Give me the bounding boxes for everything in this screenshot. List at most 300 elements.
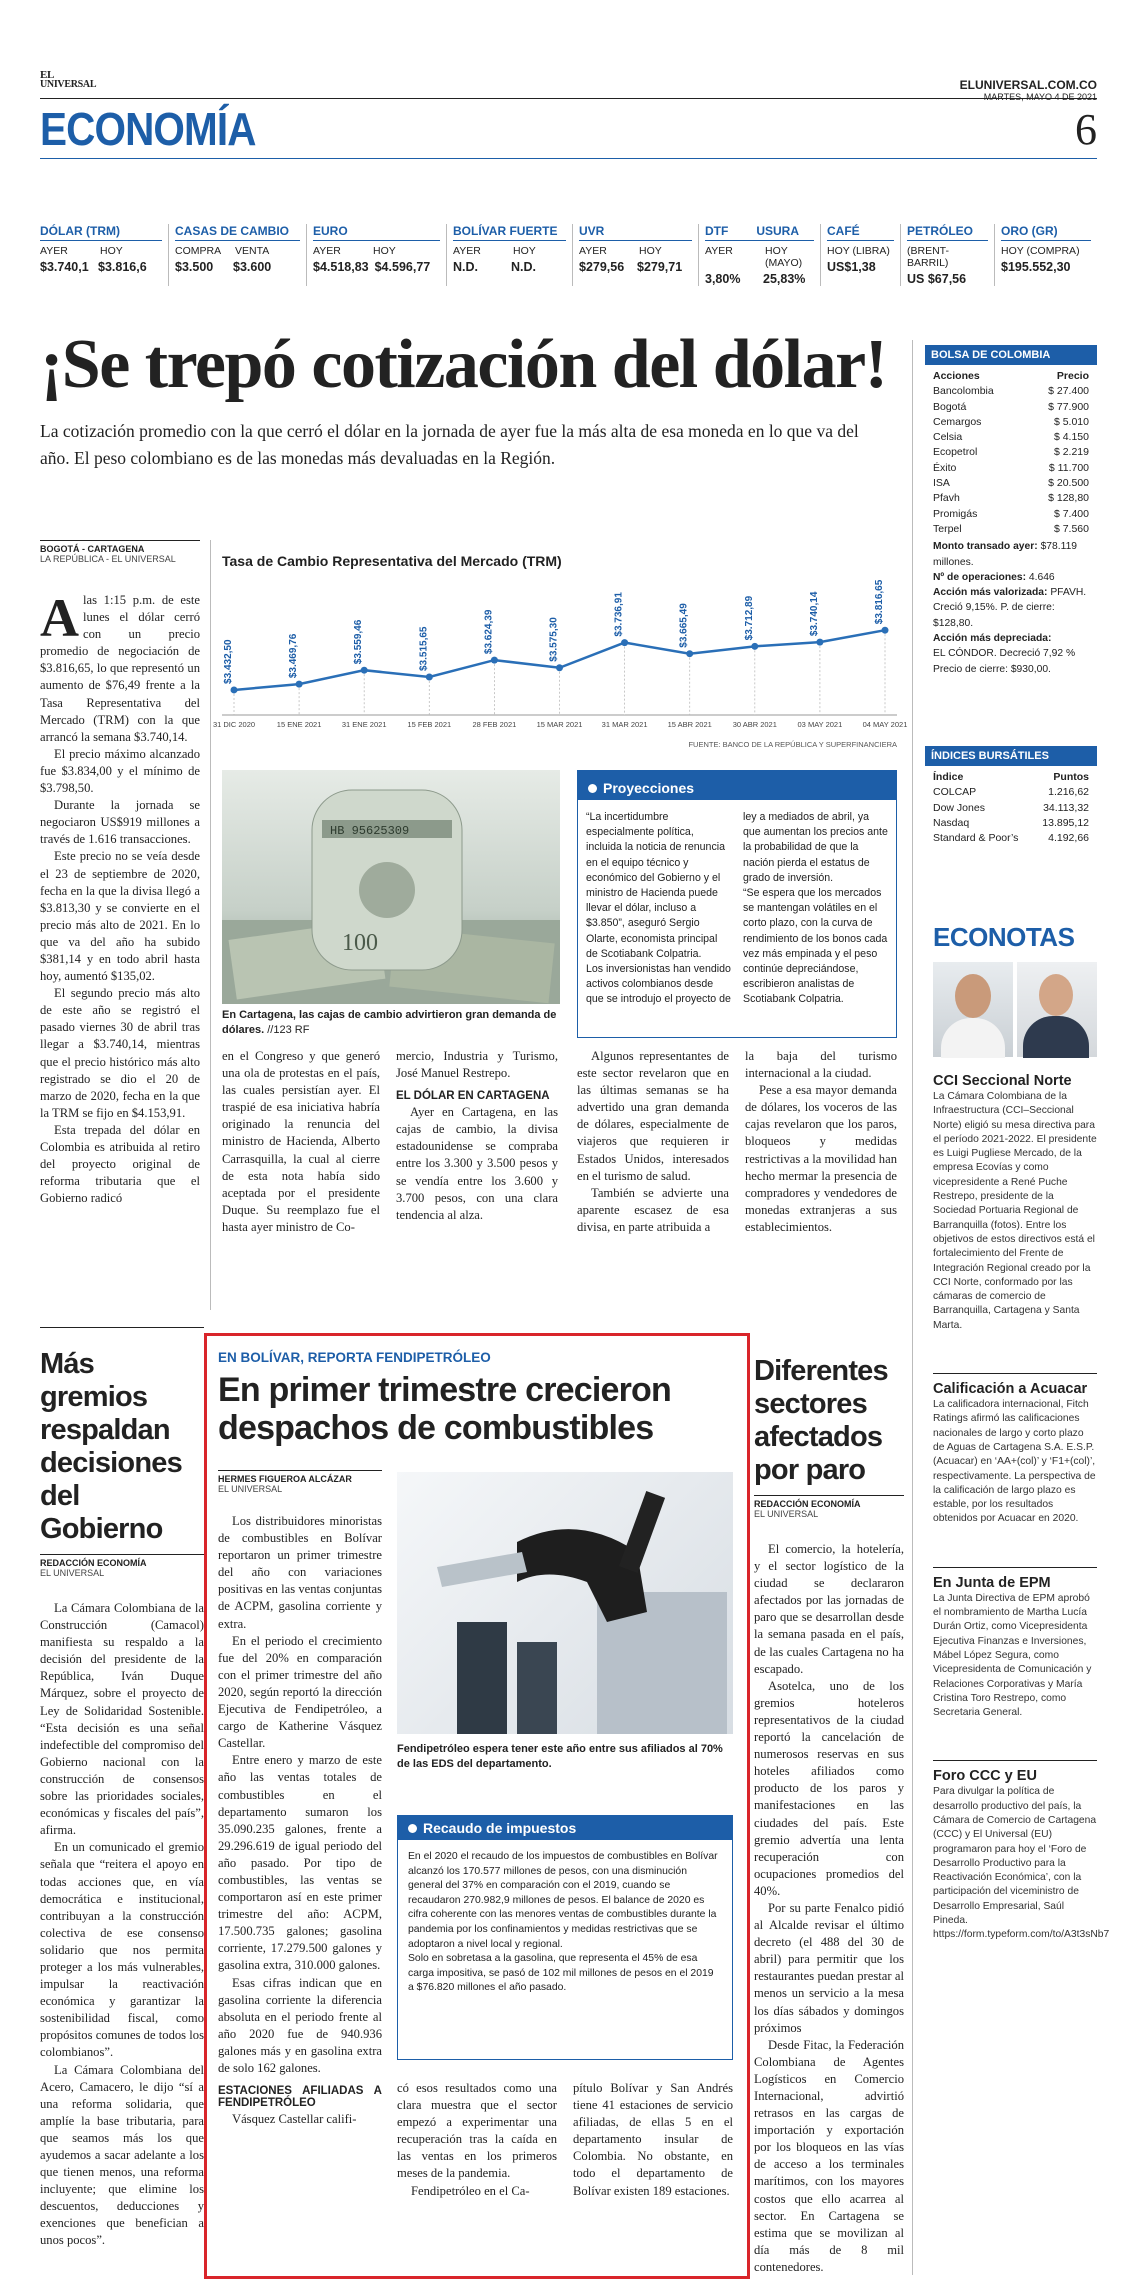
stock-name: ISA: [933, 477, 950, 490]
ticker-label: EURO: [313, 224, 348, 238]
recaudo-title: Recaudo de impuestos: [423, 1820, 577, 1836]
ticker-values: [40, 260, 162, 274]
stock-value: $ 4.150: [1053, 431, 1089, 444]
data-point: [296, 681, 303, 688]
x-tick-label: 31 DIC 2020: [212, 720, 256, 729]
person-photo-1: [933, 962, 1013, 1057]
ticker-sublabels: [40, 245, 162, 257]
indices-table-header: [933, 770, 1089, 785]
bolsa-title: BOLSA DE COLOMBIA: [925, 345, 1097, 365]
x-tick-label: 30 ABR 2021: [732, 720, 777, 729]
ticker-value: $4.596,77: [374, 260, 431, 274]
main-text-1d: Este precio no se veía desde el 23 de septiembre de 2020, fecha en la que la divisa llegó a $3.813,30 y se convierte en el precio más alto de 2021. En lo que va del año ha subido $381,14 y en todo abril hasta hoy, aumentó $135,02.: [40, 849, 200, 984]
recaudo-body: [398, 1840, 732, 2006]
econota-rule: [933, 1373, 1097, 1374]
monto-value: $78.119 millones.: [933, 541, 1078, 568]
index-value: 4.192,66: [1048, 832, 1089, 845]
combustibles-p4: Esas cifras indican que en gasolina corriente la diferencia absoluta en el periodo frente al año 2020 fue de 940.936 galones más y en gasolina extra de solo 162 galones.: [218, 1975, 382, 2075]
ticker-sublabel: HOY: [639, 245, 662, 257]
ticker-sublabel: AYER: [40, 245, 68, 257]
section-title: ECONOMÍA: [40, 103, 256, 155]
data-label: $3.624,39: [483, 609, 495, 655]
data-point: [426, 674, 433, 681]
combustibles-p5: Vásquez Castellar califi-: [232, 2112, 357, 2127]
stock-row: [933, 430, 1089, 445]
stock-name: Bancolombia: [933, 385, 994, 398]
econota-title: CCI Seccional Norte: [933, 1073, 1072, 1089]
dropcap: A: [40, 588, 79, 648]
ticker-sublabels: [453, 245, 566, 257]
ticker-name: [827, 224, 894, 241]
x-tick-label: 31 ENE 2021: [341, 720, 387, 729]
main-col-2: [222, 1048, 380, 1236]
ticker-name: [313, 224, 440, 241]
stock-row: [933, 507, 1089, 522]
ops-value: 4.646: [1026, 571, 1055, 583]
svg-text:HB 95625309: HB 95625309: [330, 824, 410, 838]
econota-title: Calificación a Acuacar: [933, 1381, 1088, 1398]
market-ticker: [40, 224, 1097, 286]
stock-name: Éxito: [933, 461, 957, 474]
paro-p1: El comercio, la hotelería, y el sector logístico de la ciudad se declararon afectados por las jornadas de paro que se desarrollan desde la semana pasada en el país, de las cuales Cartagena no ha escapado.: [754, 1542, 904, 1676]
main-text-4b: También se advierte una aparente escasez de esa divisa, en parte atribuida a: [577, 1185, 729, 1234]
main-headline: ¡Se trepó cotización del dólar!: [40, 326, 887, 403]
projections-body: [578, 800, 896, 1018]
x-tick-label: 15 ENE 2021: [276, 720, 322, 729]
econota-body: La calificadora internacional, Fitch Ratings afirmó las calificaciones nacionales de largo y corto plazo de Aguas de Cartagena S.A. E.S.P. (Acuacar) en ‘AA+(col)’ y ‘F1+(col)’, respectivamente. La perspectiva de la calificación de largo plazo es estable, por los resultados obtenidos por Acuacar en 2020.: [933, 1399, 1096, 1525]
indices-col-a: Índice: [933, 771, 964, 783]
sidebar-divider: [912, 340, 913, 2275]
data-point: [556, 664, 563, 671]
indices-col-b: Puntos: [1053, 771, 1089, 783]
site-url[interactable]: ELUNIVERSAL.COM.CO: [959, 78, 1097, 92]
x-tick-label: 15 MAR 2021: [536, 720, 583, 729]
trm-line-chart: [212, 575, 908, 745]
newspaper-logo: [40, 69, 97, 90]
gremios-p2: En un comunicado el gremio señala que “reitera el apoyo en todas acciones que, en vía democrática e institucional, contribuyan a la construcción colectiva de ese consenso solidario que nos permita proteger a los más vulnerables, impulsar la reactivación económica y garantizar la sostenibilidad fiscal, como propósitos comunes de todos los colombianos”.: [40, 1840, 204, 2060]
ticker-sublabel: HOY: [100, 245, 123, 257]
projections-box: [577, 770, 897, 1038]
econota: [933, 1072, 1097, 1333]
data-point: [621, 639, 628, 646]
stock-row: [933, 491, 1089, 506]
ticker-item: [820, 224, 900, 286]
ticker-label: ORO (GR): [1001, 224, 1058, 238]
stock-name: Cemargos: [933, 415, 982, 428]
ticker-label: DÓLAR (TRM): [40, 224, 120, 238]
ticker-sublabels: [313, 245, 440, 257]
gremios-byline: REDACCIÓN ECONOMÍA: [40, 1558, 147, 1568]
projections-left: [586, 810, 731, 1008]
ticker-item: [168, 224, 306, 286]
ticker-item: [994, 224, 1097, 286]
bolsa-table: [925, 365, 1097, 537]
main-text-1e: El segundo precio más alto de este año se registró el pasado viernes 30 de abril tras llegar a $3.740,14, mientras que el precio histórico más alto registrado se dio el 20 de marzo de 2020, fecha en la que la TRM se fijo en $4.153,91.: [40, 986, 200, 1120]
data-label: $3.736,91: [613, 592, 625, 637]
ticker-sublabels: [579, 245, 692, 257]
ticker-values: [313, 260, 440, 274]
recaudo-p1: En el 2020 el recaudo de los impuestos de combustibles en Bolívar alcanzó los 170.577 millones de pesos, con una disminución general del 37% en comparación con el 2019, cuando se recaudaron 270.982,9 millones de pesos. El balance de 2020 es cifra coherente con las menores ventas de combustibles durante la pandemia por los confinamientos y medidas restrictivas que se adoptaron a nivel local y regional.: [408, 1851, 718, 1950]
projections-right-p1: ley a mediados de abril, ya que aumentan los precios ante la probabilidad de que la nación pierda el estatus de grado de inversión.: [743, 811, 888, 884]
data-point: [686, 650, 693, 657]
combustibles-subhead: ESTACIONES AFILIADAS A FENDIPETRÓLEO: [218, 2085, 382, 2110]
indices-bursatiles: [925, 746, 1097, 850]
ticker-item: [698, 224, 820, 286]
combustibles-header: [218, 1350, 738, 1447]
header-rule: [40, 98, 1097, 99]
ticker-values: [453, 260, 566, 274]
data-label: $3.559,46: [353, 619, 365, 665]
econota-body: La Cámara Colombiana de la Infraestructura (CCI–Seccional Norte) eligió su mesa directiva para el período 2021-2022. El presidente es Luigi Pugliese Mercado, de la empresa Ecovías y como vicepresidente a René Puche Restrepo, presidente de la Sociedad Portuaria Regional de Barranquilla (fotos). Entre los objetivos de estos directivos está el fortalecimiento del Frente de Integración Regional creado por la CCI Norte, conformado por las cámaras de comercio de Barranquilla, Cartagena y Santa Marta.: [933, 1091, 1097, 1331]
ticker-item: [306, 224, 446, 286]
main-byline-source: LA REPÚBLICA - EL UNIVERSAL: [40, 554, 176, 564]
combustibles-p1: Los distribuidores minoristas de combustibles en Bolívar reportaron un primer trimestre del año con variaciones positivas en las ventas conjuntas de ACPM, gasolina corriente y extra.: [218, 1514, 382, 1631]
page-number: 6: [1075, 105, 1097, 154]
gremios-p3: La Cámara Colombiana del Acero, Camacero, le dijo “sí a una reforma solidaria, que amplíe la base tributaria, para que seamos más los que ayudemos a sacar adelante a los que tienen menos, una reforma incluyente; que elimine los descuentos, deducciones y exenciones que benefician a unos pocos”.: [40, 2062, 204, 2248]
index-row: [933, 785, 1089, 800]
ticker-sublabel: (BRENT-BARRIL): [907, 245, 949, 269]
data-point: [491, 657, 498, 664]
paro-article: [754, 1333, 904, 2276]
ticker-sublabel: COMPRA: [175, 245, 222, 257]
stock-value: $ 7.400: [1053, 507, 1089, 520]
bolsa-table-header: [933, 369, 1089, 384]
data-point: [231, 686, 238, 693]
x-tick-label: 03 MAY 2021: [797, 720, 843, 729]
ticker-sublabel: AYER: [453, 245, 481, 257]
paro-title: Diferentes sectores afectados por paro: [754, 1355, 888, 1486]
econotas-title: ECONOTAS: [933, 922, 1075, 952]
paro-byline: REDACCIÓN ECONOMÍA: [754, 1499, 861, 1509]
econota: [933, 1373, 1097, 1527]
dep-detail: Precio de cierre: $930,00.: [933, 663, 1051, 675]
bolsa-col-a: Acciones: [933, 370, 980, 382]
stock-name: Terpel: [933, 522, 962, 535]
logo-line1: EL: [40, 69, 55, 81]
combustibles-col-2: [397, 2080, 557, 2200]
data-label: $3.816,65: [874, 579, 885, 625]
dollar-photo: [222, 770, 560, 1004]
ticker-sublabel: HOY: [513, 245, 536, 257]
ticker-label: PETRÓLEO: [907, 224, 974, 238]
ticker-value: $3.816,6: [98, 260, 147, 274]
main-text-5: la baja del turismo internacional a la ciudad.: [745, 1049, 897, 1081]
bolsa-de-colombia: [925, 345, 1097, 679]
ticker-label: CAFÉ: [827, 224, 860, 238]
bullet-icon: [408, 1824, 417, 1833]
indices-table: [925, 766, 1097, 850]
main-text-5b: Pese a esa mayor demanda de dólares, los voceros de las cajas revelaron que los paros, bloqueos y medidas restrictivas a la movilidad han hecho mermar la presencia de compradores y vendedores de monedas extranjeras a sus establecimientos.: [745, 1083, 897, 1234]
econotas-list: [933, 1072, 1110, 1943]
main-col-5: [745, 1048, 897, 1236]
main-text-2: en el Congreso y que generó una ola de protestas en el país, las cuales persistían ayer. El traspié de esa iniciativa habría originado la renuncia del ministro de Hacienda, Alberto Carrasquilla, la cual al cierre de esta nota había sido aceptada por el presidente Duque. Su reemplazo fue el hasta ayer ministro de Co-: [222, 1049, 380, 1234]
stock-name: Promigás: [933, 507, 978, 520]
stock-row: [933, 476, 1089, 491]
stock-row: [933, 384, 1089, 399]
ticker-value: US$1,38: [827, 260, 876, 274]
ticker-item: [900, 224, 994, 286]
stock-name: Bogotá: [933, 400, 967, 413]
fuel-nozzle-illustration: [397, 1472, 733, 1734]
x-tick-label: 15 ABR 2021: [667, 720, 712, 729]
gremios-article: [40, 1327, 204, 2250]
index-value: 1.216,62: [1048, 786, 1089, 799]
main-text-3b: Ayer en Cartagena, en las cajas de cambio, la divisa estadounidense se compraba entre los 3.300 y 3.500 pesos y se vendía entre los 3.600 y 3.700 pesos, con una clara tendencia al alza.: [396, 1105, 558, 1222]
main-col-3: [396, 1048, 558, 1224]
ops-label: Nº de operaciones:: [933, 571, 1027, 583]
ticker-name: [907, 224, 988, 241]
main-deck: La cotización promedio con la que cerró el dólar en la jornada de ayer fue la más alta de esa moneda en lo que va del año. El peso colombiano es de las monedas más devaluadas en la Región.: [40, 421, 859, 468]
val-label: Acción más valorizada:: [933, 587, 1048, 599]
combustibles-col-1: [218, 1513, 382, 2128]
stock-value: $ 128,80: [1048, 492, 1089, 505]
index-value: 34.113,32: [1043, 801, 1089, 814]
ticker-sublabels: [907, 245, 988, 269]
dep-value: EL CÓNDOR. Decreció 7,92 %: [933, 648, 1076, 660]
projections-left-p1: “La incertidumbre especialmente política, incluida la noticia de renuncia en el equipo técnico y económico del Gobierno y el ministro de Hacienda puede llevar el dólar, incluso a $3.850”, aseguró Sergio Olarte, economista principal de Scotiabank Colpatria.: [586, 811, 725, 960]
ticker-sublabels: [705, 245, 814, 269]
issue-date: MARTES, MAYO 4 DE 2021: [983, 92, 1097, 102]
photo-credit: //123 RF: [264, 1024, 310, 1036]
projections-header: [578, 776, 896, 800]
ticker-name: [453, 224, 566, 241]
ticker-label: CASAS DE CAMBIO: [175, 224, 290, 238]
chart-title: Tasa de Cambio Representativa del Mercado (TRM): [222, 553, 562, 569]
indices-title: ÍNDICES BURSÁTILES: [925, 746, 1097, 766]
dollar-bills-illustration: [222, 770, 560, 1004]
ticker-item: [572, 224, 698, 286]
main-col-4: [577, 1048, 729, 1236]
stock-value: $ 11.700: [1048, 461, 1089, 474]
ticker-value: $4.518,83: [313, 260, 369, 274]
combustibles-b2: Fendipetróleo en el Ca-: [411, 2183, 530, 2198]
ticker-values: [1001, 260, 1091, 274]
ticker-values: [907, 272, 988, 286]
main-byline: BOGOTÁ - CARTAGENA: [40, 544, 145, 554]
ticker-name: [175, 224, 300, 241]
x-tick-label: 31 MAR 2021: [601, 720, 648, 729]
ticker-value: 25,83%: [763, 272, 806, 286]
index-row: [933, 816, 1089, 831]
data-label: $3.469,76: [288, 633, 300, 679]
gremios-p1: La Cámara Colombiana de la Construcción (Camacol) manifiesta su respaldo a la decisión del presidente de la República, Iván Duque Márquez, sobre el proyecto de Ley de Solidaridad Sostenible. “Esta decisión es una señal indefectible del compromiso del Gobierno nacional con la construcción de consensos sobre las prioridades sociales, económicas y fiscales del país”, afirma.: [40, 1601, 204, 1838]
combustibles-byline: HERMES FIGUEROA ALCÁZAR: [218, 1474, 352, 1484]
data-label: $3.740,14: [808, 591, 820, 637]
stock-row: [933, 461, 1089, 476]
combustibles-byline-source: EL UNIVERSAL: [218, 1484, 283, 1494]
ticker-value: N.D.: [511, 260, 536, 274]
paro-p4: Desde Fitac, la Federación Colombiana de Agentes Logísticos en Comercio Internacional, advirtió retrasos en las cargas de importación y exportación por los bloqueos en las vías de acceso a los terminales marítimos, con los mayores costos que ello acarrea al sector. En Cartagena se estima que se movilizan al día más de 8 mil contenedores.: [754, 2037, 904, 2274]
stock-value: $ 2.219: [1053, 446, 1089, 459]
ticker-value: $279,71: [637, 260, 683, 274]
ticker-label: DTF: [705, 224, 729, 238]
econota-body: La Junta Directiva de EPM aprobó el nombramiento de Martha Lucía Durán Ortiz, como Vicepresidenta Ejecutiva Finanzas e Inversiones, Mábel López Segura, como Vicepresidenta de Comunicación y Relaciones Corporativas y María Cristina Toro Restrepo, como Secretaria General.: [933, 1592, 1092, 1719]
ticker-sublabel: AYER: [313, 245, 341, 257]
projections-right-p2: “Se espera que los mercados se mantengan volátiles en el corto plazo, con la curva de rendimiento de los bonos cada vez más empinada y el peso continúe depreciándose, escribieron analistas de Scotiabank Colpatria.: [743, 887, 888, 1006]
ticker-sublabels: [175, 245, 300, 257]
econota: [933, 1760, 1110, 1942]
combustibles-p3: Entre enero y marzo de este año las ventas totales de combustibles en el departamento sumaron los 35.090.235 galones, frente a 29.296.619 de igual periodo del año pasado. Por tipo de combustibles, las ventas se comportaron así en este primer trimestre del año: ACPM, 17.500.735 galones; gasolina corriente, 17.279.500 galones y gasolina extra, 310.000 galones.: [218, 1753, 382, 1973]
bullet-icon: [588, 784, 597, 793]
ticker-value: $3.500: [175, 260, 214, 274]
ticker-sublabel: HOY (MAYO): [765, 245, 803, 269]
section-rule: [40, 158, 1097, 159]
index-name: Dow Jones: [933, 801, 985, 814]
chart-source: FUENTE: BANCO DE LA REPÚBLICA Y SUPERFINANCIERA: [688, 740, 897, 749]
ticker-name: [40, 224, 162, 241]
index-name: Standard & Poor’s: [933, 832, 1019, 845]
ticker-sublabel: HOY: [373, 245, 396, 257]
paro-p2: Asotelca, uno de los gremios hoteleros representativos de la ciudad reportó la cancelación de numerosos reservas en sus hoteles afiliados como producto de los paros y manifestaciones en las ciudades del país. Este gremio advertía una lenta recuperación con ocupaciones promedios del 40%.: [754, 1678, 904, 1898]
data-point: [751, 643, 758, 650]
ticker-value: $195.552,30: [1001, 260, 1071, 274]
combustibles-title: En primer trimestre crecieron despachos de combustibles: [218, 1371, 671, 1447]
data-label: $3.432,50: [223, 639, 234, 684]
main-subhead: EL DÓLAR EN CARTAGENA: [396, 1090, 550, 1103]
projections-title: Proyecciones: [603, 780, 695, 796]
ticker-values: [579, 260, 692, 274]
econota-rule: [933, 1567, 1097, 1568]
stock-row: [933, 400, 1089, 415]
x-tick-label: 15 FEB 2021: [407, 720, 452, 729]
ticker-sublabel: VENTA: [235, 245, 270, 257]
ticker-sublabel: HOY (COMPRA): [1001, 245, 1080, 257]
index-name: Nasdaq: [933, 816, 970, 829]
data-label: $3.712,89: [743, 595, 755, 641]
gremios-byline-source: EL UNIVERSAL: [40, 1568, 105, 1578]
econota: [933, 1567, 1097, 1721]
econota-body: Para divulgar la política de desarrollo productivo del país, la Cámara de Comercio de Cartagena (CCC) y El Universal (EU) programaron para hoy el ‘Foro de Desarrollo Productivo para la Reactivación Económica’, con la participación del viceministro de Desarrollo Empresarial, Saúl Pineda. https://form.typeform.com/to/A3t3sNb7: [933, 1786, 1110, 1941]
main-text-4: Algunos representantes de este sector revelaron que en las últimas semanas se ha advertido una gran demanda de dólares, especialmente de viajeros que requieren ir Estados Unidos, interesados en el turismo de salud.: [577, 1049, 729, 1183]
data-label: $3.515,65: [418, 626, 430, 672]
x-tick-label: 28 FEB 2021: [472, 720, 517, 729]
econota-title: En Junta de EPM: [933, 1574, 1051, 1591]
ticker-label: UVR: [579, 224, 605, 238]
combustibles-col-3: [573, 2080, 733, 2200]
val-value: PFAVH.: [1047, 587, 1087, 599]
ticker-name: [705, 224, 814, 241]
ticker-value: US $67,56: [907, 272, 967, 286]
ticker-label: BOLÍVAR FUERTE: [453, 224, 558, 238]
stock-row: [933, 522, 1089, 537]
main-byline-block: [40, 540, 200, 564]
ticker-value: $279,56: [579, 260, 625, 274]
monto-label: Monto transado ayer:: [933, 541, 1038, 553]
gremios-title: Más gremios respaldan decisiones del Gobierno: [40, 1348, 182, 1545]
ticker-value: 3,80%: [705, 272, 741, 286]
projections-left-p2: Los inversionistas han vendido activos colombianos desde que se introdujo el proyecto de: [586, 963, 731, 1006]
svg-text:100: 100: [342, 930, 378, 956]
val-detail: Creció 9,15%. P. de cierre: $128,80.: [933, 602, 1055, 629]
photo-caption: [222, 1008, 562, 1038]
ticker-item: [40, 224, 168, 286]
main-text-3: mercio, Industria y Turismo, José Manuel Restrepo.: [396, 1049, 558, 1081]
econota-rule: [933, 1760, 1097, 1761]
ticker-sublabel: AYER: [579, 245, 607, 257]
ops-line: [933, 570, 1089, 585]
combustibles-b1: có esos resultados como una clara muestra que el sector empezó a experimentar una recuperación tras la caída en las ventas en los primeros meses de la pandemia.: [397, 2081, 557, 2181]
gremios-text: [40, 1600, 204, 2250]
ticker-sublabels: [1001, 245, 1091, 257]
x-tick-label: 04 MAY 2021: [862, 720, 908, 729]
col-divider: [210, 540, 211, 1310]
monto-line: [933, 539, 1089, 570]
stock-value: $ 20.500: [1048, 477, 1089, 490]
ticker-value: $3.740,1: [40, 260, 89, 274]
ticker-value: N.D.: [453, 260, 478, 274]
ticker-value: $3.600: [233, 260, 272, 274]
combustibles-c1: pítulo Bolívar y San Andrés tiene 41 estaciones de servicio afiliadas, de ellas 5 en el departamento insular de Colombia. No obstante, en todo el departamento de Bolívar existen 189 estaciones.: [573, 2081, 733, 2198]
paro-p3: Por su parte Fenalco pidió al Alcalde revisar el último decreto (el 488 del 30 de abril) para permitir que los restaurantes puedan prestar al menos un servicio a la mesa los días sábados y domingos próximos: [754, 1900, 904, 2035]
main-text-1: las 1:15 p.m. de este lunes el dólar cerró con un precio promedio de negociación de $3.816,65, lo que representó un aumento de $76,49 frente a la Tasa Representativa del Mercado (TRM) con la que arrancó la semana $3.740,14.: [40, 593, 200, 744]
data-label: $3.665,49: [678, 603, 690, 648]
stock-row: [933, 415, 1089, 430]
stock-value: $ 7.560: [1053, 522, 1089, 535]
fuel-photo-caption: Fendipetróleo espera tener este año entre sus afiliados al 70% de las EDS del departamento.: [397, 1743, 723, 1770]
index-name: COLCAP: [933, 786, 977, 799]
econota-title: Foro CCC y EU: [933, 1768, 1037, 1785]
combustibles-kicker: EN BOLÍVAR, REPORTA FENDIPETRÓLEO: [218, 1350, 491, 1365]
recaudo-header: [398, 1816, 732, 1840]
val-line: [933, 585, 1089, 600]
index-row: [933, 831, 1089, 846]
index-value: 13.895,12: [1042, 816, 1089, 829]
projections-right: [743, 810, 888, 1008]
ticker-values: [705, 272, 814, 286]
photo-caption-text: En Cartagena, las cajas de cambio advirtieron gran demanda de dólares.: [222, 1009, 557, 1036]
paro-text: [754, 1541, 904, 2276]
logo-line2: UNIVERSAL: [40, 79, 97, 90]
main-text-1c: Durante la jornada se negociaron US$919 millones a través de 1.616 transacciones.: [40, 798, 200, 847]
ticker-sublabels: [827, 245, 894, 257]
person-photo-2: [1017, 962, 1097, 1057]
stock-row: [933, 445, 1089, 460]
ticker-values: [827, 260, 894, 274]
ticker-name: [1001, 224, 1091, 241]
combustibles-p2: En el periodo el crecimiento fue del 20% en comparación con el primer trimestre del año 2020, según reportó la dirección Ejecutiva de Fendipetróleo, a cargo de Katherine Vásquez Castellar.: [218, 1633, 382, 1751]
recaudo-p2: Solo en sobretasa a la gasolina, que representa el 45% de esa carga impositiva, se pasó de 102 mil millones de pesos en el 2019 a $76.820 millones el año pasado.: [408, 1953, 714, 1994]
main-text-1b: El precio máximo alcanzado fue $3.834,00 y el mínimo de $3.798,50.: [40, 746, 200, 796]
data-label: $3.575,30: [548, 617, 560, 662]
fuel-pump-photo: [397, 1472, 733, 1734]
ticker-label-2: USURA: [756, 224, 799, 238]
stock-value: $ 27.400: [1048, 385, 1089, 398]
bolsa-summary: [925, 537, 1097, 679]
main-col-1: [40, 588, 200, 1207]
stock-value: $ 5.010: [1053, 415, 1089, 428]
recaudo-box: [397, 1815, 733, 2060]
econotas-photos: [933, 962, 1097, 1057]
data-point: [361, 667, 368, 674]
stock-value: $ 77.900: [1048, 400, 1089, 413]
ticker-sublabel: HOY (LIBRA): [827, 245, 890, 257]
dep-label: Acción más depreciada:: [933, 633, 1052, 645]
paro-byline-source: EL UNIVERSAL: [754, 1509, 819, 1519]
ticker-item: [446, 224, 572, 286]
stock-name: Celsia: [933, 431, 963, 444]
combustibles-byline-block: [218, 1470, 382, 1494]
main-text-1f: Esta trepada del dólar en Colombia es atribuida al retiro del proyecto original de reforma tributaria que el Gobierno radicó: [40, 1122, 200, 1206]
data-point: [816, 639, 823, 646]
stock-name: Ecopetrol: [933, 446, 978, 459]
ticker-name: [579, 224, 692, 241]
data-point: [882, 627, 889, 634]
index-row: [933, 801, 1089, 816]
ticker-sublabel: AYER: [705, 245, 733, 257]
bolsa-col-b: Precio: [1056, 370, 1089, 382]
stock-name: Pfavh: [933, 492, 960, 505]
ticker-values: [175, 260, 300, 274]
